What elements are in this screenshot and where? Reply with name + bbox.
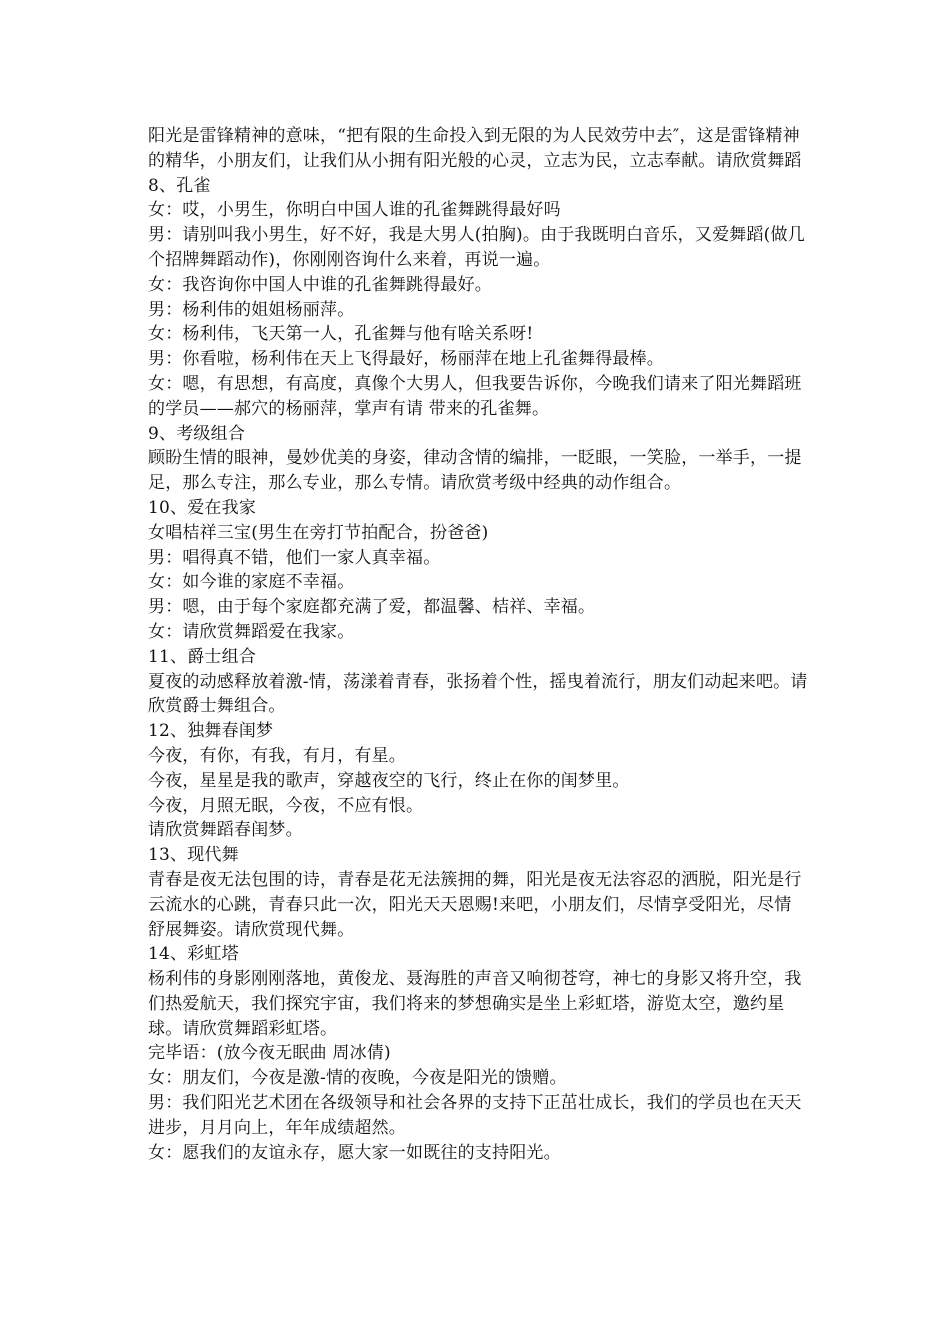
section-heading-12: 12、独舞春闺梦 <box>148 721 274 742</box>
dialogue-line: 男：杨利伟的姐姐杨丽萍。 <box>148 299 355 320</box>
section-heading-14: 14、彩虹塔 <box>148 944 239 965</box>
paragraph: 顾盼生情的眼神，曼妙优美的身姿，律动含情的编排，一眨眼，一笑脸，一举手，一提足，那么专注，那么专业，那么专情。请欣赏考级中经典的动作组合。 <box>148 448 802 494</box>
paragraph-intro: 阳光是雷锋精神的意味，“把有限的生命投入到无限的为人民效劳中去″，这是雷锋精神的精华，小朋友们，让我们从小拥有阳光般的心灵，立志为民，立志奉献。请欣赏舞蹈 <box>148 126 802 171</box>
paragraph: 女唱桔祥三宝(男生在旁打节拍配合，扮爸爸) <box>148 522 489 543</box>
dialogue-line: 女：杨利伟，飞天第一人，孔雀舞与他有啥关系呀! <box>148 324 534 345</box>
closing-heading: 完毕语：(放今夜无眠曲 周冰倩) <box>148 1043 391 1064</box>
dialogue-line: 女：我咨询你中国人中谁的孔雀舞跳得最好。 <box>148 274 492 295</box>
section-heading-11: 11、爵士组合 <box>148 646 257 667</box>
section-heading-9: 9、考级组合 <box>148 423 246 444</box>
dialogue-line: 女：愿我们的友谊永存，愿大家一如既往的支持阳光。 <box>148 1142 561 1163</box>
section-heading-13: 13、现代舞 <box>148 845 239 866</box>
paragraph: 今夜，有你，有我，有月，有星。 <box>148 745 406 766</box>
paragraph: 请欣赏舞蹈春闺梦。 <box>148 820 303 841</box>
section-heading-8: 8、孔雀 <box>148 175 211 196</box>
paragraph: 今夜，星星是我的歌声，穿越夜空的飞行，终止在你的闺梦里。 <box>148 770 630 791</box>
paragraph: 青春是夜无法包围的诗，青春是花无法簇拥的舞，阳光是夜无法容忍的洒脱，阳光是行云流水的心跳，青春只此一次，阳光天天恩赐!来吧，小朋友们，尽情享受阳光，尽情舒展舞姿。请欣赏现代舞。 <box>148 869 802 940</box>
dialogue-line: 男：我们阳光艺术团在各级领导和社会各界的支持下正茁壮成长，我们的学员也在天天进步，月月向上，年年成绩超然。 <box>148 1093 802 1138</box>
dialogue-line: 男：你看啦，杨利伟在天上飞得最好，杨丽萍在地上孔雀舞得最棒。 <box>148 349 664 370</box>
document-body <box>148 124 808 1165</box>
dialogue-line: 男：请别叫我小男生，好不好，我是大男人(拍胸)。由于我既明白音乐，又爱舞蹈(做几个招牌舞蹈动作)，你刚刚咨询什么来着，再说一遍。 <box>148 225 805 270</box>
dialogue-line: 女：如今谁的家庭不幸福。 <box>148 572 355 593</box>
dialogue-line: 女：嗯，有思想，有高度，真像个大男人，但我要告诉你，今晚我们请来了阳光舞蹈班的学员——郝穴的杨丽萍，掌声有请 带来的孔雀舞。 <box>148 373 802 419</box>
dialogue-line: 女：请欣赏舞蹈爱在我家。 <box>148 621 355 642</box>
paragraph: 夏夜的动感释放着激-情，荡漾着青春，张扬着个性，摇曳着流行，朋友们动起来吧。请欣赏爵士舞组合。 <box>148 671 808 717</box>
dialogue-line: 女：哎，小男生，你明白中国人谁的孔雀舞跳得最好吗 <box>148 200 561 221</box>
dialogue-line: 男：嗯，由于每个家庭都充满了爱，都温馨、桔祥、幸福。 <box>148 597 596 618</box>
dialogue-line: 女：朋友们，今夜是激-情的夜晚，今夜是阳光的馈赠。 <box>148 1068 567 1089</box>
paragraph: 杨利伟的身影刚刚落地，黄俊龙、聂海胜的声音又响彻苍穹，神七的身影又将升空，我们热爱航天，我们探究宇宙，我们将来的梦想确实是坐上彩虹塔，游览太空，邀约星球。请欣赏舞蹈彩虹塔。 <box>148 969 802 1039</box>
dialogue-line: 男：唱得真不错，他们一家人真幸福。 <box>148 547 441 568</box>
paragraph: 今夜，月照无眠，今夜，不应有恨。 <box>148 795 424 816</box>
section-heading-10: 10、爱在我家 <box>148 497 257 518</box>
